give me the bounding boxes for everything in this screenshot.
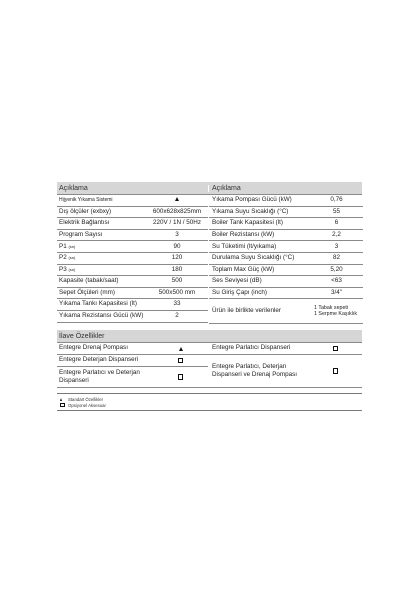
spec-label: Yıkama Rezistansı Gücü (kW) <box>59 312 144 320</box>
spec-value: 500x500 mm <box>158 288 196 296</box>
spec-row <box>57 241 208 253</box>
program-unit: (sn) <box>68 266 76 272</box>
square-icon <box>178 374 184 380</box>
spec-row <box>57 218 208 230</box>
spec-left-column <box>57 195 208 324</box>
spec-row <box>209 207 363 219</box>
spec-label: Program Sayısı <box>59 230 103 238</box>
spec-label: Toplam Max Güç (kW) <box>212 265 275 273</box>
spec-label: Boiler Rezistansı (kW) <box>212 230 275 238</box>
spec-row <box>209 241 363 253</box>
spec-value: 90 <box>173 242 181 250</box>
spec-label: Yıkama Tankı Kapasitesi (lt) <box>59 300 137 308</box>
extras-value <box>309 355 362 387</box>
extras-value <box>153 367 208 387</box>
spec-label: Kapasite (tabak/saat) <box>59 277 119 285</box>
square-icon <box>60 403 65 408</box>
spec-label <box>57 244 146 250</box>
spec-row <box>209 218 363 230</box>
spec-header-row <box>57 182 362 195</box>
spec-value: 500 <box>171 277 183 285</box>
spec-row <box>57 195 208 207</box>
program-name: P1 <box>59 242 67 250</box>
spec-value: 3 <box>334 242 339 250</box>
spec-row <box>209 230 363 242</box>
triangle-icon <box>179 347 183 351</box>
spec-right-column <box>208 195 363 324</box>
spec-label: Yıkama Suyu Sıcaklığı (°C) <box>212 207 289 215</box>
legend-label: Standart Özellikler <box>68 396 104 402</box>
extras-title: İlave Özellikler <box>59 332 105 340</box>
program-name: P2 <box>59 254 67 262</box>
extras-label: Entegre Parlatıcı, Deterjan Dispanseri ve Drenaj Pompası <box>208 355 309 387</box>
extras-value <box>153 355 208 366</box>
included-item: 1 Serpme Kaşıklık <box>314 311 357 318</box>
spec-label: Boiler Tank Kapasitesi (lt) <box>212 219 283 227</box>
program-unit: (sn) <box>68 243 76 249</box>
spec-row <box>57 230 208 242</box>
extras-label: Entegre Deterjan Dispanseri <box>59 356 139 364</box>
spec-label: Sepet Ölçüleri (mm) <box>59 288 115 296</box>
included-item: 1 Tabak sepeti <box>314 304 349 311</box>
extras-table <box>57 330 362 388</box>
spec-value: 3 <box>175 230 179 238</box>
spec-value: 55 <box>332 207 340 215</box>
spec-row <box>209 253 363 265</box>
square-icon <box>333 346 339 352</box>
spec-right-header: Açıklama <box>208 185 362 192</box>
spec-value <box>146 197 208 203</box>
spec-row <box>57 311 208 323</box>
spec-row <box>57 207 208 219</box>
spec-value: 600x628x825mm <box>152 207 202 215</box>
spec-left-header: Açıklama <box>59 184 88 192</box>
legend-item-optional <box>60 402 362 408</box>
extras-label: Entegre Parlatıcı Dispanseri <box>208 343 309 354</box>
spec-value: 220V / 1N / 50Hz <box>153 219 201 227</box>
spec-value: 5,20 <box>330 265 343 273</box>
spec-row <box>209 276 363 288</box>
spec-label: Elektrik Bağlantısı <box>59 219 110 227</box>
spec-row <box>57 288 208 300</box>
square-icon <box>178 358 184 364</box>
spec-value: <63 <box>331 277 342 285</box>
program-unit: (sn) <box>68 255 76 261</box>
spec-row <box>57 276 208 288</box>
square-icon <box>333 368 339 374</box>
spec-label: Yıkama Pompası Gücü (kW) <box>212 196 292 204</box>
spec-row <box>209 195 363 207</box>
spec-value: 120 <box>171 254 183 262</box>
spec-value: 82 <box>332 254 340 262</box>
spec-row <box>209 288 363 300</box>
extras-row <box>57 343 362 355</box>
spec-value: 2,2 <box>332 230 341 238</box>
spec-label: Su Giriş Çapı (inch) <box>212 288 267 296</box>
spec-row <box>209 265 363 277</box>
spec-label: Dış ölçüler (exbxy) <box>59 207 112 215</box>
spec-row <box>57 265 208 277</box>
spec-table <box>57 182 362 324</box>
spec-label: Su Tüketimi (lt/yıkama) <box>212 242 277 250</box>
legend <box>57 393 362 411</box>
spec-row <box>57 253 208 265</box>
extras-header <box>57 330 362 343</box>
extras-label: Entegre Parlatıcı ve Deterjan Dispanseri <box>59 368 140 384</box>
spec-value: 33 <box>173 300 181 308</box>
spec-value: 180 <box>171 265 183 273</box>
spec-value: 0,76 <box>330 196 343 204</box>
extras-row <box>57 355 362 388</box>
spec-label <box>57 255 146 261</box>
spec-label: Durulama Suyu Sıcaklığı (°C) <box>212 254 295 262</box>
spec-value: 3/4" <box>331 288 342 296</box>
legend-label: Opsiyonel Aksesuar <box>68 402 106 408</box>
extras-value <box>153 343 208 354</box>
spec-label <box>57 267 146 273</box>
extras-value <box>309 343 362 354</box>
program-name: P3 <box>59 265 67 273</box>
spec-value <box>310 305 363 318</box>
spec-label: Ses Seviyesi (dB) <box>212 277 262 285</box>
extras-label: Entegre Drenaj Pompası <box>59 344 128 352</box>
spec-value: 6 <box>334 219 339 227</box>
triangle-icon <box>60 398 62 401</box>
spec-row <box>209 299 363 324</box>
spec-label: Ürün ile birlikte verilenler <box>212 307 281 315</box>
spec-row <box>57 299 208 311</box>
triangle-icon <box>175 197 179 201</box>
spec-value: 2 <box>175 312 179 320</box>
spec-label: Hijyenik Yıkama Sistemi <box>59 196 113 203</box>
